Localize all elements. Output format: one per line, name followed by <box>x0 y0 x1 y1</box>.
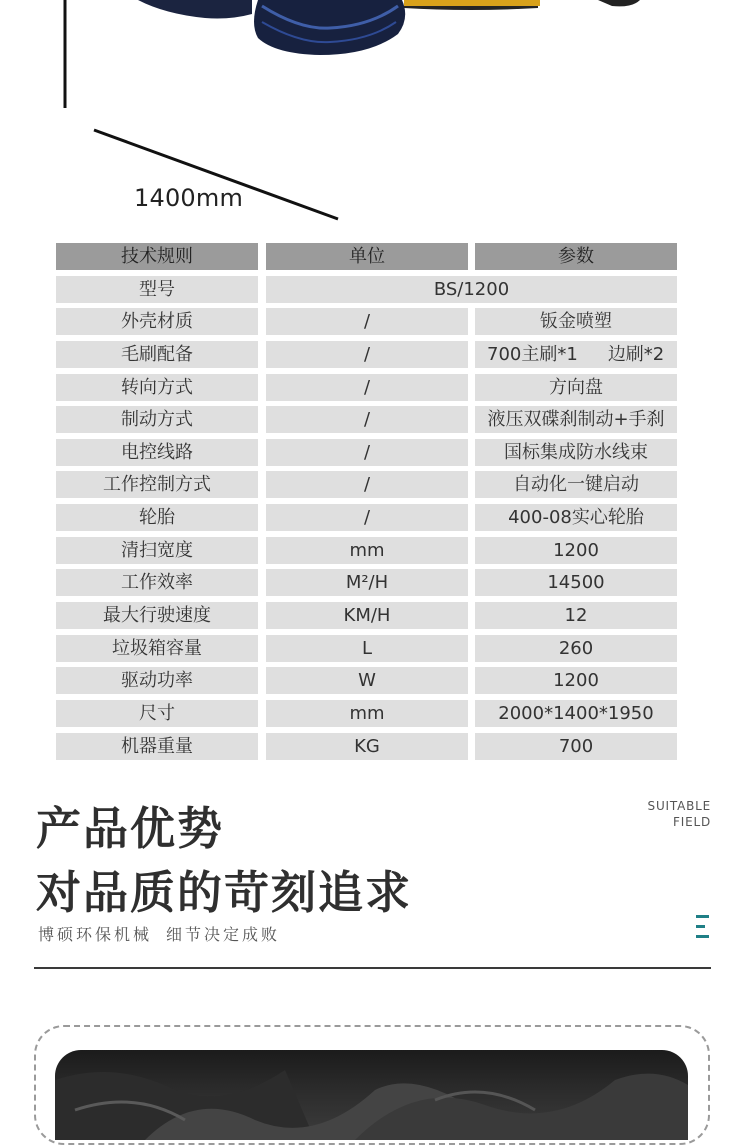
brush-texture <box>55 1050 688 1140</box>
detail-photo <box>55 1050 688 1140</box>
table-row <box>56 635 677 662</box>
section-divider <box>34 967 711 969</box>
header-spec: 技术规则 <box>56 243 258 270</box>
side-brush-value: 边刷*2 <box>607 343 665 365</box>
sweeper-drawing <box>0 0 750 230</box>
row-unit: / <box>266 504 468 531</box>
row-value: 700 <box>475 733 677 760</box>
row-value: 12 <box>475 602 677 629</box>
row-label: 垃圾箱容量 <box>56 635 258 662</box>
row-unit: M²/H <box>266 569 468 596</box>
row-label: 型号 <box>56 276 258 303</box>
table-row <box>56 537 677 564</box>
section-subtitle <box>38 922 280 945</box>
row-label: 驱动功率 <box>56 667 258 694</box>
width-dimension-label: 1400mm <box>134 184 244 212</box>
row-value: 液压双碟刹制动+手刹 <box>475 406 677 433</box>
table-row <box>56 406 677 433</box>
row-value: 国标集成防水线束 <box>475 439 677 466</box>
row-value: 400-08实心轮胎 <box>475 504 677 531</box>
row-unit: / <box>266 439 468 466</box>
row-label: 制动方式 <box>56 406 258 433</box>
table-row-model <box>56 276 677 303</box>
table-row <box>56 341 677 368</box>
row-unit: / <box>266 308 468 335</box>
row-unit: W <box>266 667 468 694</box>
table-row <box>56 308 677 335</box>
row-value: 14500 <box>475 569 677 596</box>
english-tag-line2: FIELD <box>673 815 711 829</box>
company-name: 博硕环保机械 <box>38 925 153 944</box>
row-unit: L <box>266 635 468 662</box>
menu-lines-icon <box>696 915 709 939</box>
row-label: 毛刷配备 <box>56 341 258 368</box>
row-unit: / <box>266 341 468 368</box>
row-value: 方向盘 <box>475 374 677 401</box>
english-tag-line1: SUITABLE <box>647 799 711 813</box>
row-label: 机器重量 <box>56 733 258 760</box>
row-unit: / <box>266 471 468 498</box>
row-label: 最大行驶速度 <box>56 602 258 629</box>
table-header-row <box>56 243 677 270</box>
table-row <box>56 602 677 629</box>
row-unit: KM/H <box>266 602 468 629</box>
section-slogan: 对品质的苛刻追求 <box>36 866 413 919</box>
subtitle-motto: 细节决定成败 <box>166 925 281 944</box>
row-label: 轮胎 <box>56 504 258 531</box>
table-row <box>56 700 677 727</box>
section-title: 产品优势 <box>36 802 225 855</box>
row-value: 1200 <box>475 537 677 564</box>
model-value: BS/1200 <box>266 276 677 303</box>
row-unit: KG <box>266 733 468 760</box>
table-row <box>56 569 677 596</box>
row-value: 260 <box>475 635 677 662</box>
row-label: 清扫宽度 <box>56 537 258 564</box>
header-unit: 单位 <box>266 243 468 270</box>
row-label: 工作效率 <box>56 569 258 596</box>
english-tag <box>648 798 711 830</box>
row-unit: / <box>266 406 468 433</box>
sweeper-illustration <box>0 0 750 230</box>
table-row <box>56 733 677 760</box>
spec-table <box>56 243 677 765</box>
row-unit: mm <box>266 537 468 564</box>
row-label: 外壳材质 <box>56 308 258 335</box>
row-label: 工作控制方式 <box>56 471 258 498</box>
header-value: 参数 <box>475 243 677 270</box>
row-unit: / <box>266 374 468 401</box>
table-row <box>56 471 677 498</box>
row-value <box>475 341 677 368</box>
main-brush-value: 700主刷*1 <box>487 343 578 365</box>
table-row <box>56 667 677 694</box>
table-row <box>56 374 677 401</box>
row-value: 自动化一键启动 <box>475 471 677 498</box>
table-row <box>56 504 677 531</box>
row-value: 钣金喷塑 <box>475 308 677 335</box>
row-label: 尺寸 <box>56 700 258 727</box>
row-value: 1200 <box>475 667 677 694</box>
table-row <box>56 439 677 466</box>
row-unit: mm <box>266 700 468 727</box>
row-label: 转向方式 <box>56 374 258 401</box>
row-label: 电控线路 <box>56 439 258 466</box>
row-value: 2000*1400*1950 <box>475 700 677 727</box>
